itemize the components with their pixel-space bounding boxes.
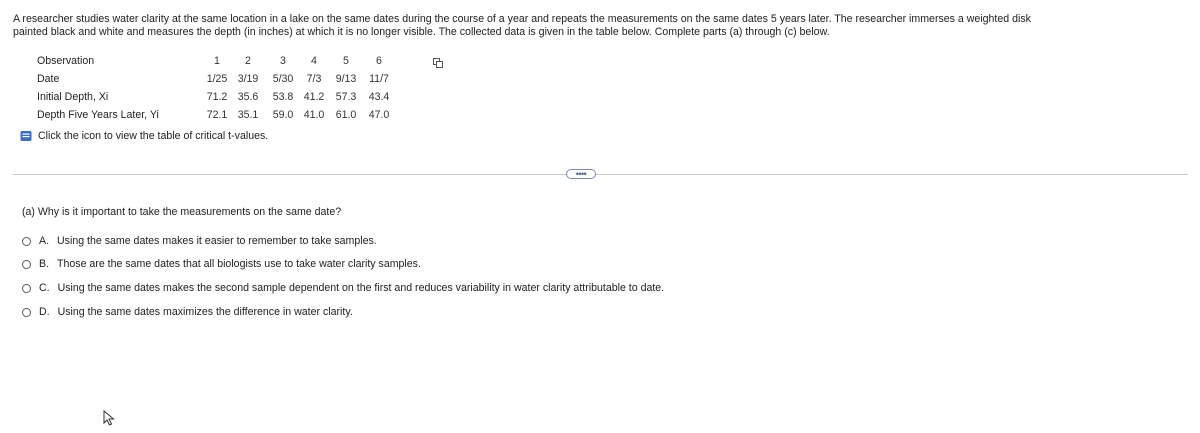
- radio-button[interactable]: [22, 237, 31, 246]
- row-label: Date: [37, 73, 60, 85]
- expand-more-button[interactable]: [566, 169, 596, 179]
- table-cell: 72.1: [206, 109, 228, 121]
- question-a: (a) Why is it important to take the measurements on the same date?: [22, 206, 342, 218]
- option-text: Using the same dates maximizes the difference in water clarity.: [57, 306, 353, 318]
- table-cell: 1/25: [206, 73, 228, 85]
- table-cell: 4: [311, 55, 317, 67]
- table-cell: 71.2: [206, 91, 228, 103]
- option-d[interactable]: [22, 306, 353, 318]
- more-dots-icon: ••••: [575, 169, 587, 179]
- table-cell: 3: [280, 55, 286, 67]
- radio-button[interactable]: [22, 284, 31, 293]
- table-cell: 53.8: [272, 91, 294, 103]
- table-cell: 6: [376, 55, 382, 67]
- intro-line-1: A researcher studies water clarity at the same location in a lake on the same dates during the course of a year and repeats the measurements on the same dates 5 years later. The researcher immerses a weighted disk: [13, 13, 1031, 25]
- t-table-link-text[interactable]: Click the icon to view the table of critical t-values.: [38, 130, 269, 142]
- book-icon[interactable]: [20, 130, 32, 142]
- option-letter: B.: [39, 258, 50, 270]
- table-cell: 7/3: [306, 73, 322, 85]
- radio-button[interactable]: [22, 308, 31, 317]
- row-label: Depth Five Years Later, Yi: [37, 109, 159, 121]
- option-letter: C.: [39, 282, 50, 294]
- table-cell: 9/13: [335, 73, 357, 85]
- option-text: Using the same dates makes it easier to remember to take samples.: [57, 235, 377, 247]
- section-divider: [13, 174, 1188, 175]
- table-cell: 11/7: [369, 73, 389, 85]
- table-cell: 61.0: [335, 109, 357, 121]
- table-cell: 47.0: [368, 109, 390, 121]
- table-cell: 5/30: [272, 73, 294, 85]
- table-cell: 3/19: [237, 73, 259, 85]
- table-cell: 43.4: [368, 91, 390, 103]
- t-table-link[interactable]: [20, 130, 268, 142]
- option-letter: A.: [39, 235, 50, 247]
- table-cell: 41.2: [303, 91, 325, 103]
- copy-icon[interactable]: [433, 55, 443, 65]
- option-text: Using the same dates makes the second sample dependent on the first and reduces variability in water clarity attributable to date.: [57, 282, 665, 294]
- table-cell: 59.0: [272, 109, 294, 121]
- intro-line-2: painted black and white and measures the depth (in inches) at which it is no longer visible. The collected data is given in the table below. Complete parts (a) through (c) below.: [13, 26, 830, 38]
- option-a[interactable]: [22, 235, 377, 247]
- table-row-observation: [37, 52, 395, 70]
- table-cell: 2: [245, 55, 251, 67]
- table-row-initial-depth: [37, 88, 395, 106]
- row-label: Initial Depth, Xi: [37, 91, 109, 103]
- table-cell: 35.1: [237, 109, 259, 121]
- table-row-depth-later: [37, 106, 395, 124]
- option-letter: D.: [39, 306, 50, 318]
- option-c[interactable]: [22, 282, 664, 294]
- data-table: [37, 52, 395, 124]
- table-row-date: [37, 70, 395, 88]
- problem-intro: [13, 13, 1188, 39]
- table-cell: 1: [214, 55, 220, 67]
- radio-button[interactable]: [22, 260, 31, 269]
- option-text: Those are the same dates that all biologists use to take water clarity samples.: [57, 258, 421, 270]
- table-cell: 5: [343, 55, 349, 67]
- table-cell: 57.3: [335, 91, 357, 103]
- mouse-pointer-icon: [103, 410, 115, 431]
- option-b[interactable]: [22, 258, 421, 270]
- row-label: Observation: [37, 55, 95, 67]
- table-cell: 35.6: [237, 91, 259, 103]
- table-cell: 41.0: [303, 109, 325, 121]
